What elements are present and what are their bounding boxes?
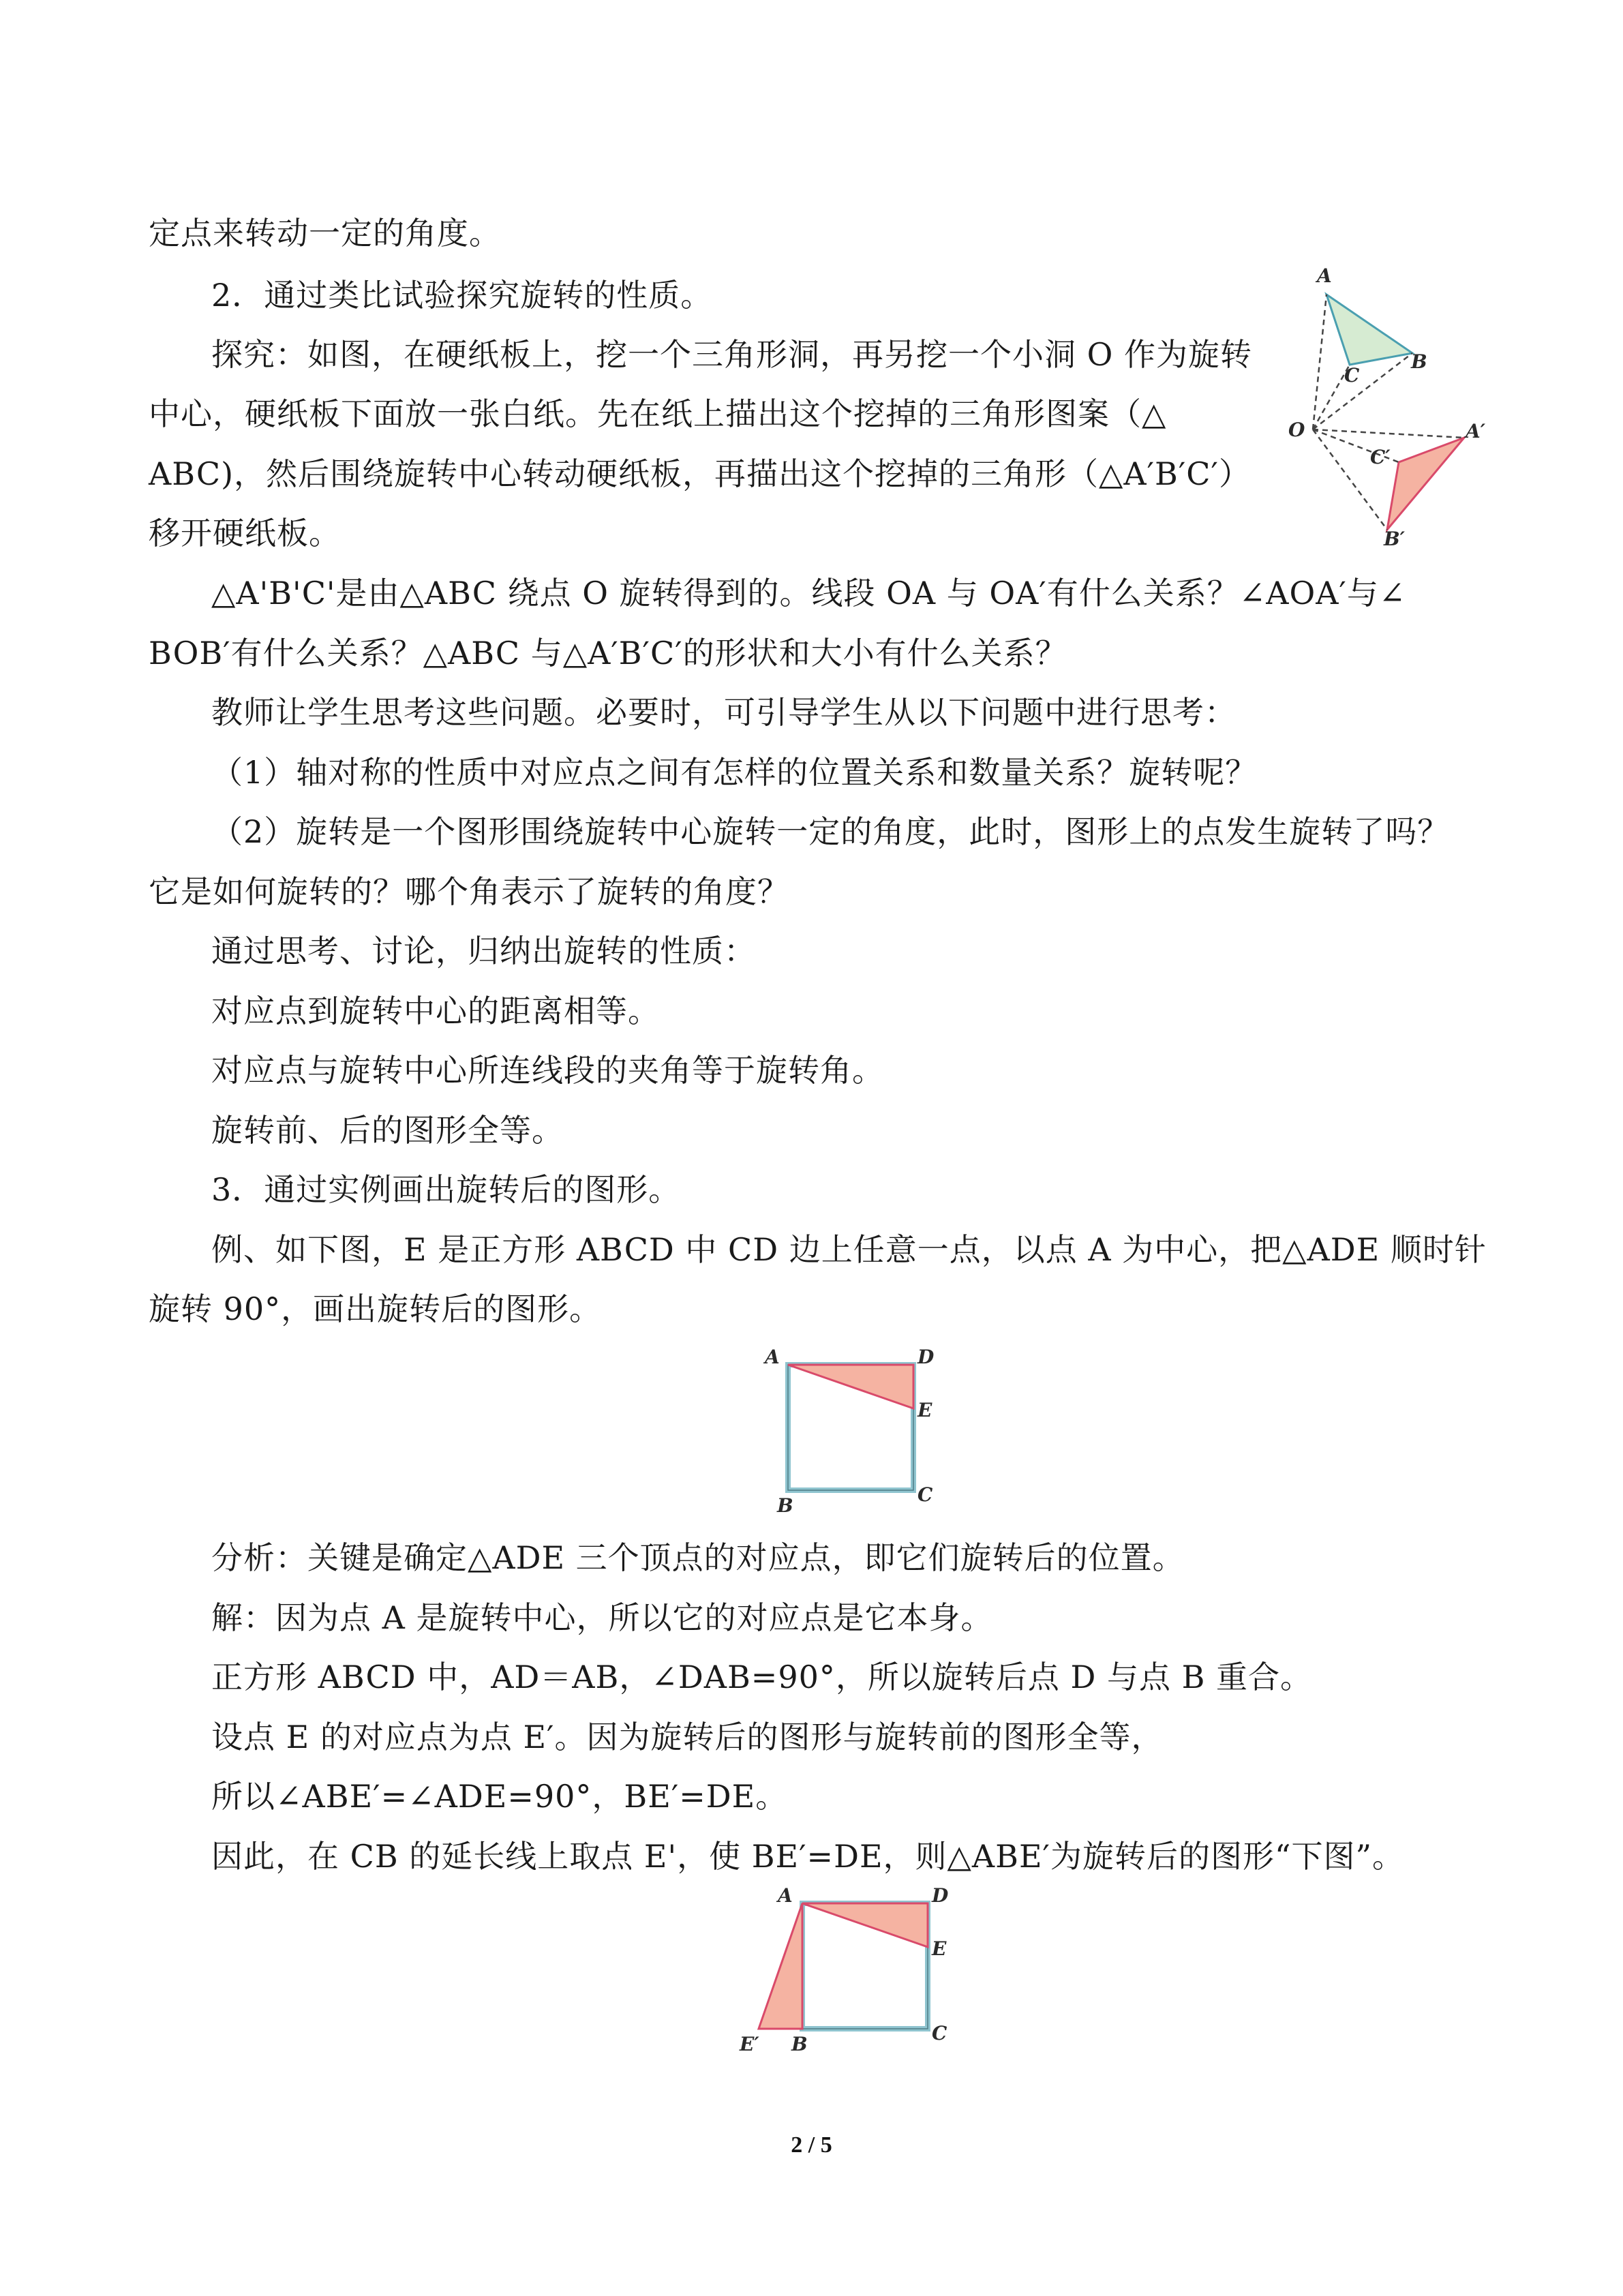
text-line-10: （1）轴对称的性质中对应点之间有怎样的位置关系和数量关系？旋转呢？ — [211, 754, 1258, 791]
label-a-prime: A′ — [1466, 420, 1486, 442]
text-line-13: 通过思考、讨论，归纳出旋转的性质： — [211, 933, 756, 969]
text-line-21: 解：因为点 A 是旋转中心，所以它的对应点是它本身。 — [211, 1599, 993, 1636]
figure-square-rotated — [733, 1882, 965, 2059]
triangle-ade — [788, 1365, 913, 1408]
label-c: C — [932, 2022, 947, 2044]
label-o: O — [1288, 419, 1305, 441]
text-line-6: 移开硬纸板。 — [149, 515, 341, 552]
text-line-11: （2）旋转是一个图形围绕旋转中心旋转一定的角度，此时，图形上的点发生旋转了吗？ — [211, 813, 1450, 850]
text-line-1: 定点来转动一定的角度。 — [149, 215, 501, 252]
figure-square-ade — [757, 1343, 947, 1513]
figure-rotation-triangles — [1281, 259, 1486, 559]
text-line-16: 旋转前、后的图形全等。 — [211, 1112, 564, 1149]
triangle-abc — [1326, 294, 1412, 365]
text-line-25: 因此，在 CB 的延长线上取点 E'，使 BE′=DE，则△ABE′为旋转后的图形“下图”。 — [211, 1838, 1404, 1875]
label-d: D — [917, 1346, 935, 1368]
label-a: A — [1317, 265, 1332, 287]
label-e: E — [917, 1399, 932, 1421]
label-a: A — [765, 1346, 780, 1368]
text-line-18: 例、如下图，E 是正方形 ABCD 中 CD 边上任意一点，以点 A 为中心，把△ADE 顺时针 — [211, 1231, 1487, 1268]
text-line-23: 设点 E 的对应点为点 E′。因为旋转后的图形与旋转前的图形全等， — [211, 1719, 1164, 1755]
label-c-prime: C′ — [1370, 446, 1391, 468]
label-a: A — [778, 1884, 793, 1907]
triangle-a-b-c-prime — [1387, 404, 1459, 435]
text-line-2: 2．通过类比试验探究旋转的性质。 — [211, 277, 713, 314]
triangle-abe-prime — [759, 1903, 802, 2029]
page-number: 2 / 5 — [791, 2132, 832, 2158]
label-b: B — [1411, 350, 1427, 373]
text-line-4: 中心，硬纸板下面放一张白纸。先在纸上描出这个挖掉的三角形图案（△ — [149, 395, 1167, 432]
label-e-prime: E′ — [740, 2033, 759, 2055]
text-line-7: △A'B'C'是由△ABC 绕点 O 旋转得到的。线段 OA 与 OA′有什么关系？∠AOA′与∠ — [211, 575, 1406, 611]
text-line-15: 对应点与旋转中心所连线段的夹角等于旋转角。 — [211, 1052, 884, 1089]
text-line-17: 3．通过实例画出旋转后的图形。 — [211, 1171, 681, 1208]
dashed-segments — [1313, 294, 1464, 530]
label-d: D — [932, 1884, 949, 1907]
triangle-ade — [802, 1903, 928, 1947]
label-b: B — [791, 2033, 808, 2055]
label-c: C — [1344, 364, 1360, 387]
text-line-5: ABC)，然后围绕旋转中心转动硬纸板，再描出这个挖掉的三角形（△A′B′C′） — [149, 455, 1251, 492]
text-line-12: 它是如何旋转的？哪个角表示了旋转的角度？ — [149, 873, 789, 910]
text-line-3: 探究：如图，在硬纸板上，挖一个三角形洞，再另挖一个小洞 O 作为旋转 — [211, 336, 1252, 373]
label-b: B — [777, 1494, 793, 1513]
text-line-20: 分析：关键是确定△ADE 三个顶点的对应点，即它们旋转后的位置。 — [211, 1539, 1185, 1576]
text-line-22: 正方形 ABCD 中，AD＝AB，∠DAB=90°，所以旋转后点 D 与点 B 重合。 — [211, 1659, 1313, 1695]
text-line-24: 所以∠ABE′=∠ADE=90°，BE′=DE。 — [211, 1778, 788, 1815]
text-line-8: BOB′有什么关系？△ABC 与△A′B′C′的形状和大小有什么关系？ — [149, 635, 1067, 671]
text-line-19: 旋转 90°，画出旋转后的图形。 — [149, 1290, 602, 1327]
label-c: C — [917, 1483, 933, 1506]
text-line-9: 教师让学生思考这些问题。必要时，可引导学生从以下问题中进行思考： — [211, 694, 1237, 731]
triangle-rotated — [1387, 438, 1464, 530]
text-line-14: 对应点到旋转中心的距离相等。 — [211, 993, 660, 1029]
label-e: E — [932, 1937, 947, 1960]
label-b-prime: B′ — [1384, 528, 1406, 550]
